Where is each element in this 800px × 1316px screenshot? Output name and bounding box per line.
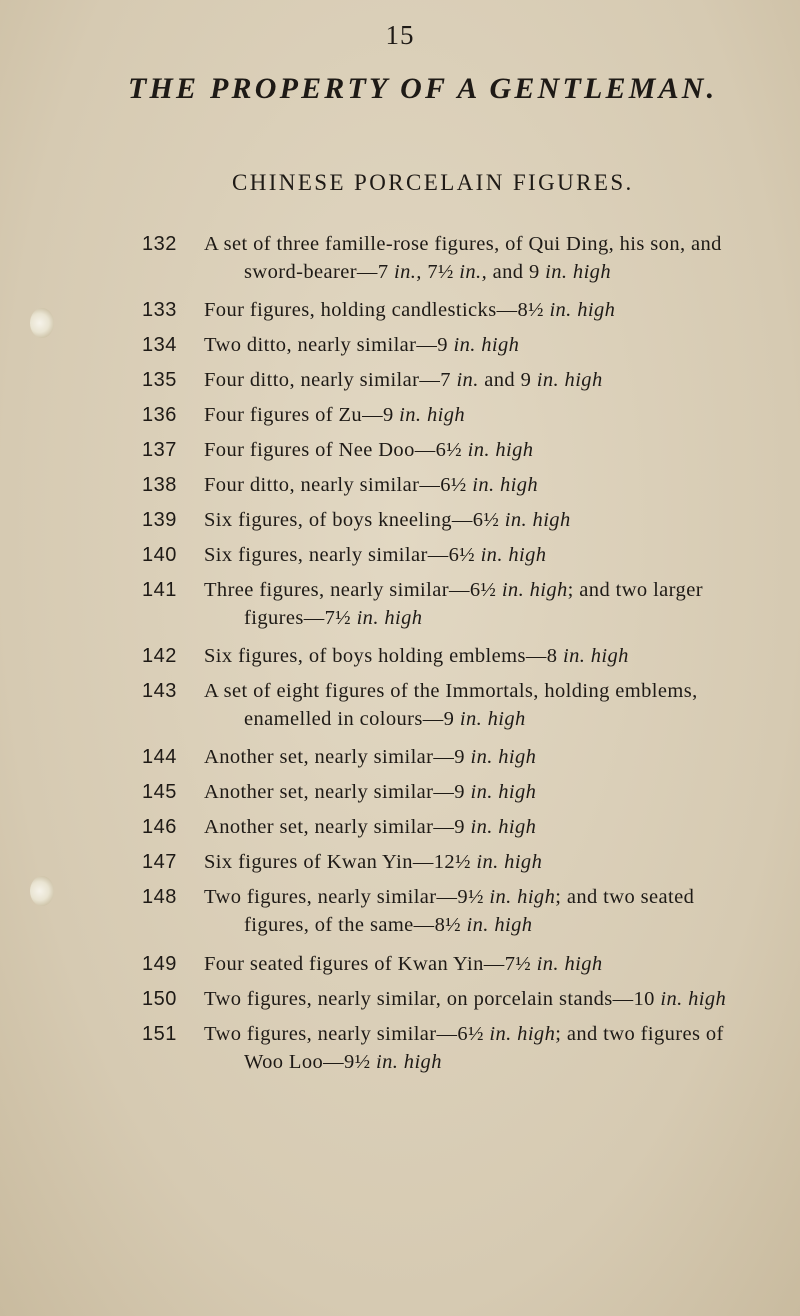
lot-description — [204, 230, 784, 286]
lot-description-line: Two ditto, nearly similar—9 in. high — [204, 334, 520, 356]
lot-description-line: Two figures, nearly similar—6½ in. high; and two figures of — [204, 1023, 724, 1045]
lot-description-line: Another set, nearly similar—9 in. high — [204, 781, 537, 803]
lot-description-line: Another set, nearly similar—9 in. high — [204, 746, 537, 768]
lot-description-line: Another set, nearly similar—9 in. high — [204, 816, 537, 838]
lot-description — [204, 541, 784, 569]
lot-number: 148 — [142, 886, 177, 908]
lot-description — [204, 401, 784, 429]
lot-description — [204, 506, 784, 534]
lot-description — [204, 848, 784, 876]
binding-hole-bottom — [30, 876, 54, 906]
section-title: THE PROPERTY OF A GENTLEMAN. — [128, 72, 718, 105]
lot-number: 143 — [142, 680, 177, 702]
lot-description — [204, 985, 784, 1013]
lot-number: 136 — [142, 404, 177, 426]
lot-description-line: Four seated figures of Kwan Yin—7½ in. high — [204, 953, 603, 975]
lot-description-line: Four figures of Nee Doo—6½ in. high — [204, 439, 534, 461]
lot-number: 150 — [142, 988, 177, 1010]
lot-number: 147 — [142, 851, 177, 873]
lot-description-line: Three figures, nearly similar—6½ in. high; and two larger — [204, 579, 703, 601]
lot-number: 138 — [142, 474, 177, 496]
lot-number: 151 — [142, 1023, 177, 1045]
lot-description — [204, 642, 784, 670]
lot-description-continuation: enamelled in colours—9 in. high — [244, 708, 526, 730]
lot-number: 137 — [142, 439, 177, 461]
lot-number: 132 — [142, 233, 177, 255]
lot-description-line: Four ditto, nearly similar—7 in. and 9 in. high — [204, 369, 603, 391]
lot-number: 133 — [142, 299, 177, 321]
lot-number: 139 — [142, 509, 177, 531]
lot-description-continuation: figures—7½ in. high — [244, 607, 423, 629]
lot-description-line: Two figures, nearly similar, on porcelain stands—10 in. high — [204, 988, 727, 1010]
lot-description — [204, 296, 784, 324]
lot-description-continuation: figures, of the same—8½ in. high — [244, 914, 533, 936]
lot-number: 141 — [142, 579, 177, 601]
lot-description-continuation: sword-bearer—7 in., 7½ in., and 9 in. high — [244, 261, 611, 283]
lot-description — [204, 366, 784, 394]
lot-number: 140 — [142, 544, 177, 566]
lot-description-line: Four figures, holding candlesticks—8½ in. high — [204, 299, 616, 321]
lot-description-line: Six figures, nearly similar—6½ in. high — [204, 544, 547, 566]
lot-description-line: Two figures, nearly similar—9½ in. high; and two seated — [204, 886, 695, 908]
lot-description-line: Six figures of Kwan Yin—12½ in. high — [204, 851, 543, 873]
lot-number: 149 — [142, 953, 177, 975]
lot-number: 135 — [142, 369, 177, 391]
section-subtitle: CHINESE PORCELAIN FIGURES. — [232, 170, 634, 195]
lot-description — [204, 778, 784, 806]
lot-description — [204, 677, 784, 733]
lot-number: 144 — [142, 746, 177, 768]
page-number: 15 — [385, 20, 415, 50]
lot-description-continuation: Woo Loo—9½ in. high — [244, 1051, 442, 1073]
lot-number: 146 — [142, 816, 177, 838]
lot-description-line: Four ditto, nearly similar—6½ in. high — [204, 474, 539, 496]
lot-description-line: Four figures of Zu—9 in. high — [204, 404, 465, 426]
lot-description-line: A set of three famille-rose figures, of Qui Ding, his son, and — [204, 233, 722, 255]
lot-number: 145 — [142, 781, 177, 803]
lot-description — [204, 471, 784, 499]
binding-hole-top — [30, 308, 54, 338]
lot-description-line: A set of eight figures of the Immortals, holding emblems, — [204, 680, 698, 702]
lot-description — [204, 950, 784, 978]
lot-description — [204, 883, 784, 939]
lot-description — [204, 436, 784, 464]
lot-description — [204, 331, 784, 359]
lot-description — [204, 743, 784, 771]
lot-description — [204, 576, 784, 632]
lot-description — [204, 813, 784, 841]
lot-number: 142 — [142, 645, 177, 667]
lot-description-line: Six figures, of boys holding emblems—8 in. high — [204, 645, 629, 667]
lot-description-line: Six figures, of boys kneeling—6½ in. high — [204, 509, 571, 531]
lot-description — [204, 1020, 784, 1076]
lot-number: 134 — [142, 334, 177, 356]
